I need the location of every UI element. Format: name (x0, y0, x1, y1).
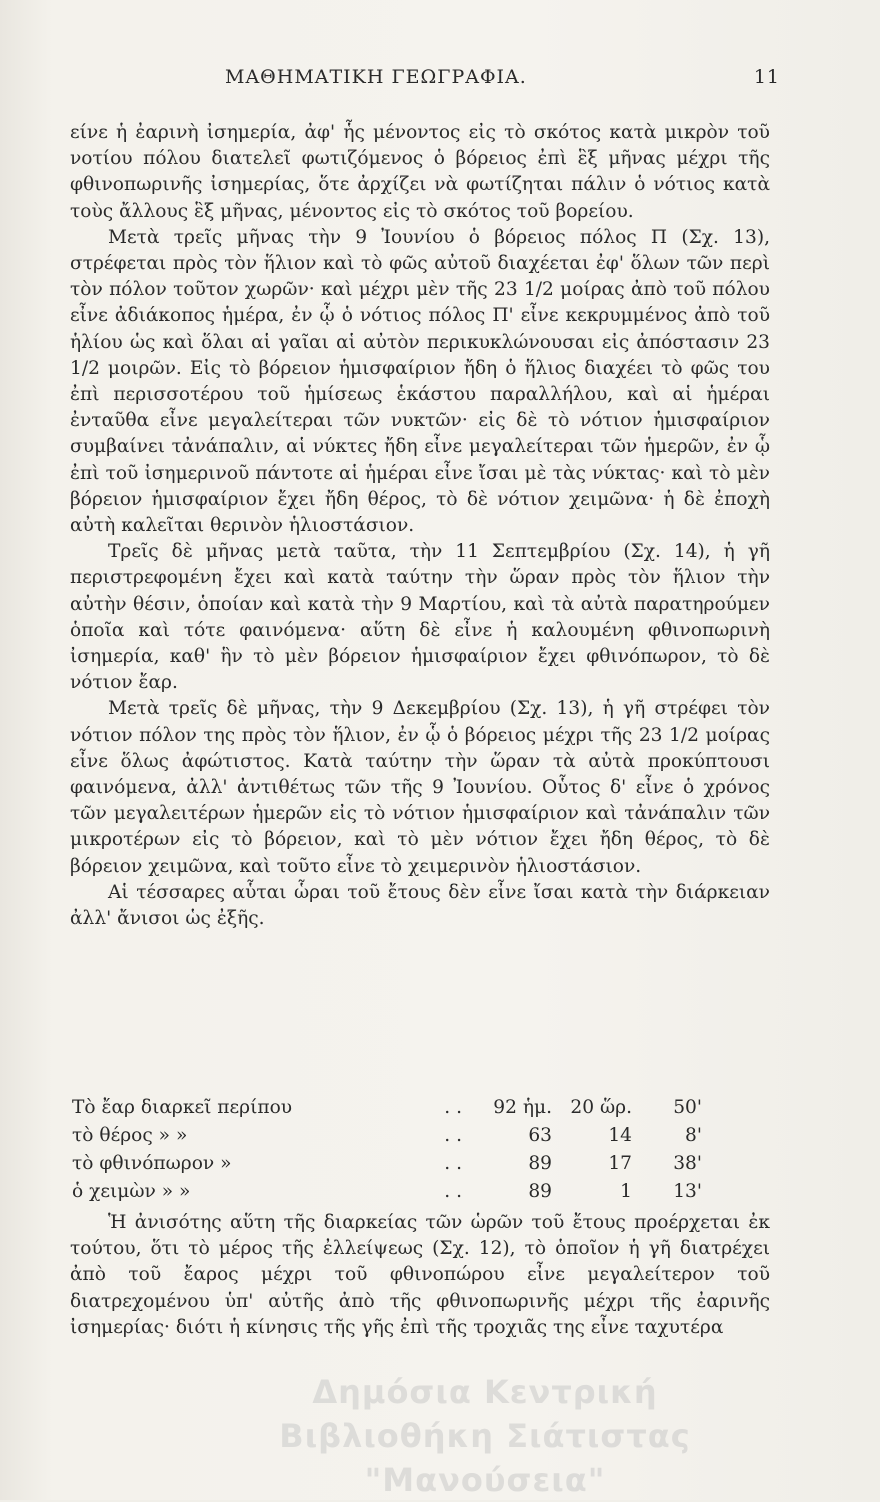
hours-cell: 1 (620, 1181, 632, 1202)
body-text (70, 120, 770, 932)
minutes-cell: 50' (673, 1097, 702, 1118)
table-row (72, 1094, 732, 1122)
days-cell: 89 (528, 1153, 552, 1174)
paragraph: Τρεῖς δὲ μῆνας μετὰ ταῦτα, τὴν 11 Σεπτεμβρίου (Σχ. 14), ἡ γῆ περιστρεφομένη ἔχει καὶ κατὰ ταύτην τὴν ὥραν πρὸς τὸν ἥλιον τὴν αὐτὴν θέσιν, ὁποίαν καὶ κατὰ τὴν 9 Μαρτίου, καὶ τὰ αὐτὰ παρατηρούμεν ὁποῖα καὶ τότε φαινόμενα· αὕτη δὲ εἶνε ἡ καλουμένη φθινοπωρινὴ ἰσημερία, καθ' ἣν τὸ μὲν βόρειον ἡμισφαίριον ἔχει φθινόπωρον, τὸ δὲ νότιον ἔαρ. (70, 541, 770, 694)
dots-cell: . . (444, 1153, 462, 1174)
season-cell: ὁ χειμὼν » » (72, 1181, 191, 1202)
season-cell: τὸ φθινόπωρον » (72, 1153, 232, 1174)
days-cell: 63 (528, 1125, 552, 1146)
library-watermark (205, 1370, 765, 1502)
minutes-cell: 38' (673, 1153, 702, 1174)
hours-cell: 20 ὥρ. (570, 1097, 632, 1118)
hours-cell: 14 (608, 1125, 632, 1146)
dots-cell: . . (444, 1097, 462, 1118)
watermark-line: Δημόσια Κεντρική (312, 1373, 658, 1411)
season-duration-table (72, 1094, 732, 1206)
minutes-cell: 8' (685, 1125, 702, 1146)
days-cell: 92 ἡμ. (493, 1097, 552, 1118)
paragraph: Ἡ ἀνισότης αὕτη τῆς διαρκείας τῶν ὡρῶν τοῦ ἔτους προέρχεται ἐκ τούτου, ὅτι τὸ μέρος τῆς ἐλλείψεως (Σχ. 12), τὸ ὁποῖον ἡ γῆ διατρέχει ἀπὸ τοῦ ἔαρος μέχρι τοῦ φθινοπώρου εἶνε μεγαλείτερον τοῦ διατρεχομένου ὑπ' αὐτῆς ἀπὸ τῆς φθινοπωρινῆς μέχρι τῆς ἐαρινῆς ἰσημερίας· διότι ἡ κίνησις τῆς γῆς ἐπὶ τῆς τροχιᾶς της εἶνε ταχυτέρα (70, 1212, 770, 1338)
page-number: 11 (753, 66, 780, 88)
days-cell: 89 (528, 1181, 552, 1202)
paragraph: Μετὰ τρεῖς μῆνας τὴν 9 Ἰουνίου ὁ βόρειος πόλος Π (Σχ. 13), στρέφεται πρὸς τὸν ἥλιον καὶ τὸ φῶς αὐτοῦ διαχέεται ἐφ' ὅλων τῶν περὶ τὸν πόλον τοῦτον χωρῶν· καὶ μέχρι μὲν τῆς 23 1/2 μοίρας ἀπὸ τοῦ πόλου εἶνε ἀδιάκοπος ἡμέρα, ἐν ᾧ ὁ νότιος πόλος Π' εἶνε κεκρυμμένος ἀπὸ τοῦ ἡλίου ὡς καὶ ὅλαι αἱ γαῖαι αἱ αὐτὸν περικυκλώνουσαι εἰς ἀπόστασιν 23 1/2 μοιρῶν. Εἰς τὸ βόρειον ἡμισφαίριον ἤδη ὁ ἥλιος διαχέει τὸ φῶς του ἐπὶ περισσοτέρου τοῦ ἡμίσεως ἑκάστου παραλλήλου, καὶ αἱ ἡμέραι ἐνταῦθα εἶνε μεγαλείτεραι τῶν νυκτῶν· εἰς δὲ τὸ νότιον ἡμισφαίριον συμβαίνει τἀνάπαλιν, αἱ νύκτες ἤδη εἶνε μεγαλείτεραι τῶν ἡμερῶν, ἐν ᾧ ἐπὶ τοῦ ἰσημερινοῦ πάντοτε αἱ ἡμέραι εἶνε ἴσαι μὲ τὰς νύκτας· καὶ τὸ μὲν βόρειον ἡμισφαίριον ἔχει ἤδη θέρος, τὸ δὲ νότιον χειμῶνα· ἡ δὲ ἐποχὴ αὐτὴ καλεῖται θερινὸν ἡλιοστάσιον. (70, 226, 770, 537)
hours-cell: 17 (608, 1153, 632, 1174)
page-header (100, 66, 780, 88)
paragraph: είνε ἡ ἐαρινὴ ἰσημερία, ἀφ' ἧς μένοντος εἰς τὸ σκότος κατὰ μικρὸν τοῦ νοτίου πόλου διατελεῖ φωτιζόμενος ὁ βόρειος ἐπὶ ἓξ μῆνας μέχρι τῆς φθινοπωρινῆς ἰσημερίας, ὅτε ἀρχίζει νὰ φωτίζηται πάλιν ὁ νότιος κατὰ τοὺς ἄλλους ἓξ μῆνας, μένοντος εἰς τὸ σκότος τοῦ βορείου. (70, 122, 770, 222)
table-row (72, 1150, 732, 1178)
season-cell: τὸ θέρος » » (72, 1125, 188, 1146)
paragraph: Αἱ τέσσαρες αὗται ὧραι τοῦ ἔτους δὲν εἶνε ἴσαι κατὰ τὴν διάρκειαν ἀλλ' ἄνισοι ὡς ἐξῆς. (70, 881, 770, 930)
watermark-line: Βιβλιοθήκη Σιάτιστας "Μανούσεια" (279, 1417, 691, 1499)
season-cell: Τὸ ἔαρ διαρκεῖ περίπου (72, 1097, 293, 1118)
closing-text (70, 1210, 770, 1341)
table-row (72, 1178, 732, 1206)
minutes-cell: 13' (673, 1181, 702, 1202)
dots-cell: . . (444, 1181, 462, 1202)
paragraph: Μετὰ τρεῖς δὲ μῆνας, τὴν 9 Δεκεμβρίου (Σχ. 13), ἡ γῆ στρέφει τὸν νότιον πόλον της πρὸς τὸν ἥλιον, ἐν ᾧ ὁ βόρειος μέχρι τῆς 23 1/2 μοίρας εἶνε ὅλως ἀφώτιστος. Κατὰ ταύτην τὴν ὥραν τὰ αὐτὰ προκύπτουσι φαινόμενα, ἀλλ' ἀντιθέτως τῶν τῆς 9 Ἰουνίου. Οὗτος δ' εἶνε ὁ χρόνος τῶν μεγαλειτέρων ἡμερῶν εἰς τὸ νότιον ἡμισφαίριον καὶ τἀνάπαλιν τῶν μικροτέρων εἰς τὸ βόρειον, καὶ τὸ μὲν νότιον ἔχει ἤδη θέρος, τὸ δὲ βόρειον χειμῶνα, καὶ τοῦτο εἶνε τὸ χειμερινὸν ἡλιοστάσιον. (70, 698, 770, 877)
dots-cell: . . (444, 1125, 462, 1146)
running-title: ΜΑΘΗΜΑΤΙΚΗ ΓΕΩΓΡΑΦΙΑ. (225, 66, 527, 88)
table-row (72, 1122, 732, 1150)
